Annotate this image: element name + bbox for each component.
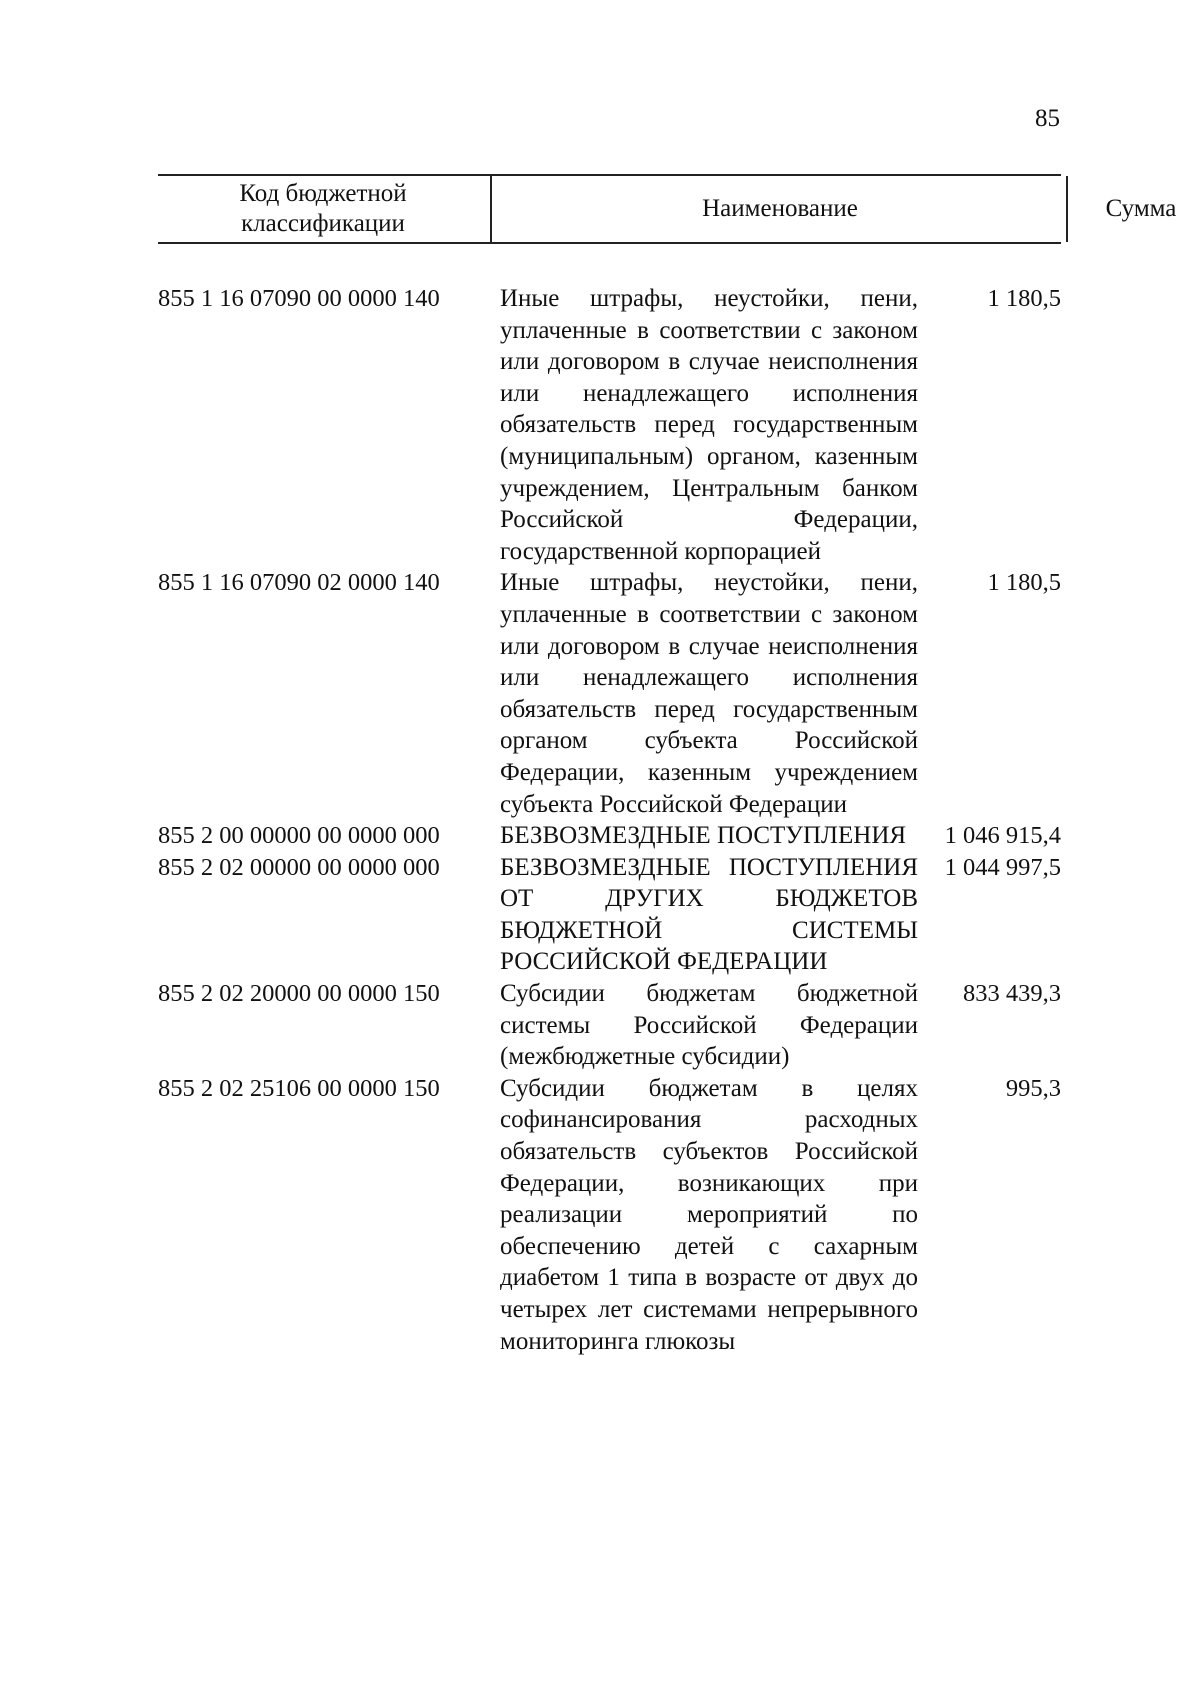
- row-code: 855 2 02 25106 00 0000 150: [158, 1074, 440, 1102]
- table-row: [158, 283, 1061, 567]
- row-code: 855 2 00 00000 00 0000 000: [158, 822, 440, 850]
- header-code-cell: [158, 176, 488, 242]
- row-sum: 1 180,5: [987, 569, 1061, 597]
- table-header: [158, 174, 1177, 244]
- row-name: Субсидии бюджетам в целях софинансирования расходных обязательств субъектов Российской Федерации, возникающих при реализации мероприятий по обеспечению детей с сахарным диабетом 1 типа в возрасте от двух до четырех лет системами непрерывного мониторинга глюкозы: [500, 1074, 918, 1355]
- table-row: [158, 567, 1061, 820]
- table-row: [158, 852, 1061, 978]
- row-sum: 833 439,3: [963, 980, 1061, 1008]
- header-code-line1: Код бюджетной: [239, 180, 407, 207]
- row-name: Иные штрафы, неустойки, пени, уплаченные в соответствии с законом или договором в случае неисполнения или ненадлежащего исполнения обязательств перед государственным (муниципальным) органом, казенным учреждением, Центральным банком Российской Федерации, государственной корпорацией: [500, 285, 918, 565]
- row-sum: 1 180,5: [987, 285, 1061, 312]
- header-sum-cell: Сумма: [1066, 176, 1200, 242]
- header-name-cell: Наименование: [490, 176, 1068, 242]
- row-sum: 1 044 997,5: [944, 853, 1061, 881]
- table-body: [158, 283, 1061, 1357]
- row-name: БЕЗВОЗМЕЗДНЫЕ ПОСТУПЛЕНИЯ ОТ ДРУГИХ БЮДЖЕТОВ БЮДЖЕТНОЙ СИСТЕМЫ РОССИЙСКОЙ ФЕДЕРАЦИИ: [500, 853, 918, 976]
- row-name: Иные штрафы, неустойки, пени, уплаченные в соответствии с законом или договором в случае неисполнения или ненадлежащего исполнения обязательств перед государственным органом субъекта Российской Федерации, казенным учреждением субъекта Российской Федерации: [500, 569, 918, 818]
- row-code: 855 1 16 07090 00 0000 140: [158, 285, 440, 312]
- row-code: 855 2 02 00000 00 0000 000: [158, 853, 440, 881]
- header-code-line2: классификации: [241, 210, 405, 237]
- table-row: [158, 1073, 1061, 1357]
- row-sum: 995,3: [1005, 1074, 1061, 1102]
- table-row: [158, 978, 1061, 1073]
- row-name: Субсидии бюджетам бюджетной системы Российской Федерации (межбюджетные субсидии): [500, 980, 918, 1071]
- table-row: [158, 820, 1061, 852]
- row-code: 855 1 16 07090 02 0000 140: [158, 569, 440, 597]
- row-sum: 1 046 915,4: [944, 822, 1061, 850]
- page-number: 85: [1035, 105, 1060, 132]
- row-code: 855 2 02 20000 00 0000 150: [158, 980, 440, 1008]
- row-name: БЕЗВОЗМЕЗДНЫЕ ПОСТУПЛЕНИЯ: [500, 822, 907, 850]
